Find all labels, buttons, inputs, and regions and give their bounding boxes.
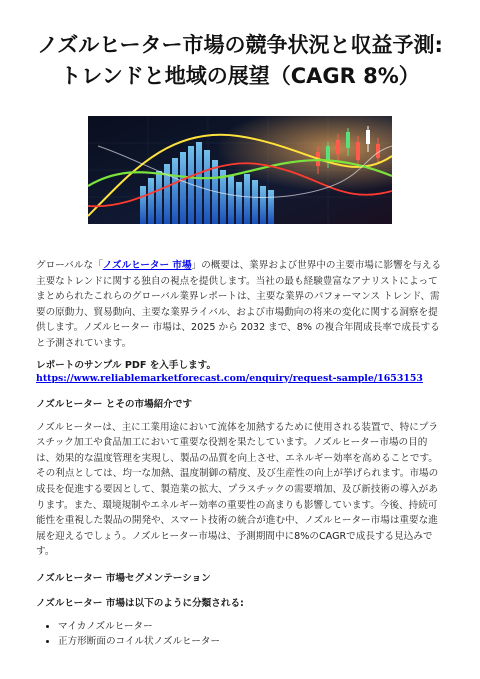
stock-chart-image — [88, 116, 392, 224]
section-heading-intro: ノズルヒーター とその市場紹介です — [36, 398, 193, 410]
market-link[interactable]: ノズルヒーター 市場 — [102, 260, 192, 271]
section-heading-classification: ノズルヒーター 市場は以下のように分類される: — [36, 597, 244, 609]
section-body-intro: ノズルヒーターは、主に工業用途において流体を加熱するために使用される装置で、特にプラスチック加工や食品加工において重要な役割を果たしています。ノズルヒーター市場の目的は、効果的な温度管理を実現し、製品の品質を向上させ、エネルギー効率を高めることです。その利点としては、均一な加熱、温度制御の精度、及び生産性の向上が挙げられます。市場の成長を促進する要因として、製造業の拡大、プラスチックの需要増加、及び新技術の導入があります。また、環境規制やエネルギー効率の重要性の高まりも影響しています。今後、持続可能性を重視した製品の開発や、スマート技術の統合が進む中、ノズルヒーター市場は重要な進展を迎えるでしょう。ノズルヒーター市場は、予測期間中に8%のCAGRで成長する見込みです。 — [36, 421, 439, 558]
sample-url-link[interactable]: https://www.reliablemarketforecast.com/enquiry/request-sample/1653153 — [36, 372, 423, 384]
sample-heading: レポートのサンプル PDF を入手します。 — [36, 359, 217, 371]
list-item: • マイカノズルヒーター — [58, 619, 444, 635]
classification-list — [36, 619, 444, 650]
intro-prefix: グローバルな「 — [36, 260, 103, 271]
intro-paragraph — [36, 258, 444, 352]
list-item: • 正方形断面のコイル状ノズルヒーター — [58, 634, 444, 650]
page-title: ノズルヒーター市場の競争状況と収益予測: トレンドと地域の展望（CAGR 8%） — [37, 33, 443, 88]
section-heading-segmentation: ノズルヒーター 市場セグメンテーション — [36, 572, 211, 584]
intro-body: 」の概要は、業界および世界中の主要市場に影響を与える主要なトレンドに関する独自の視点を提供します。当社の最も経験豊富なアナリストによってまとめられたこれらのグローバル業界レポートは、主要な業界のパフォーマンス トレンド、需要の原動力、貿易動向、主要な業界ライバル、および市場動向の将来の変化に関する洞察を提供します。ノズルヒーター 市場は、2025 から 2032 まで、8% の複合年間成長率で成長すると予測されています。 — [36, 260, 442, 349]
